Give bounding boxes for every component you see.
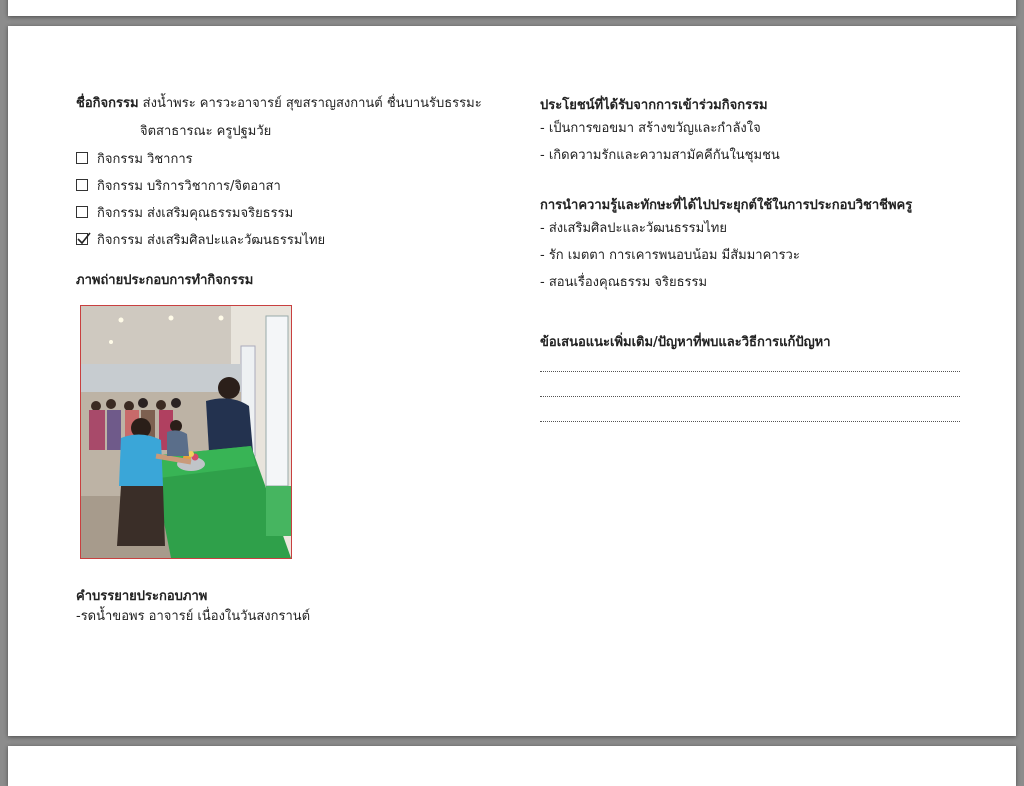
- next-page-edge: [8, 746, 1016, 786]
- checklist-item-ethics[interactable]: [76, 202, 496, 222]
- document-page: [8, 26, 1016, 736]
- application-item: - รัก เมตตา การเคารพนอบน้อม มีสัมมาคารวะ: [540, 248, 800, 263]
- caption-title: คำบรรยายประกอบภาพ: [76, 589, 208, 604]
- checkbox-checked-icon[interactable]: [76, 233, 88, 245]
- suggestion-dotted-line[interactable]: [540, 397, 960, 422]
- checklist-item-label: กิจกรรม ส่งเสริมศิลปะและวัฒนธรรมไทย: [97, 232, 326, 248]
- caption-text: -รดน้ำขอพร อาจารย์ เนื่องในวันสงกรานต์: [76, 609, 311, 624]
- suggestions-title: ข้อเสนอแนะเพิ่มเติม/ปัญหาที่พบและวิธีการแก้ปัญหา: [540, 335, 831, 350]
- right-column: [540, 96, 965, 422]
- checklist-item-label: กิจกรรม วิชาการ: [97, 151, 193, 167]
- previous-page-edge: [8, 0, 1016, 16]
- checklist-item-label: กิจกรรม บริการวิชาการ/จิตอาสา: [97, 178, 281, 194]
- activity-name-line2: จิตสาธารณะ ครูปฐมวัย: [140, 124, 272, 139]
- checkbox-empty-icon[interactable]: [76, 152, 88, 164]
- checklist-item-label: กิจกรรม ส่งเสริมคุณธรรมจริยธรรม: [97, 205, 294, 221]
- checkbox-empty-icon[interactable]: [76, 179, 88, 191]
- benefit-item: - เป็นการขอขมา สร้างขวัญและกำลังใจ: [540, 121, 761, 136]
- activity-name-line1: ส่งน้ำพระ คารวะอาจารย์ สุขสราญสงกานต์ ชื่นบานรับธรรมะ: [142, 96, 482, 111]
- benefits-title: ประโยชน์ที่ได้รับจากการเข้าร่วมกิจกรรม: [540, 98, 768, 113]
- benefit-item: - เกิดความรักและความสามัคคีกันในชุมชน: [540, 148, 780, 163]
- activity-photo: [80, 305, 292, 559]
- suggestion-dotted-line[interactable]: [540, 372, 960, 397]
- application-item: - ส่งเสริมศิลปะและวัฒนธรรมไทย: [540, 221, 727, 236]
- activity-type-checklist: [76, 148, 496, 249]
- checkbox-empty-icon[interactable]: [76, 206, 88, 218]
- activity-label: ชื่อกิจกรรม: [76, 96, 139, 111]
- checklist-item-culture[interactable]: [76, 229, 496, 249]
- checklist-item-service[interactable]: [76, 175, 496, 195]
- suggestion-dotted-line[interactable]: [540, 353, 960, 372]
- activity-name: [76, 94, 496, 114]
- left-column: [76, 94, 496, 627]
- photo-section-title: ภาพถ่ายประกอบการทำกิจกรรม: [76, 273, 254, 288]
- application-item: - สอนเรื่องคุณธรรม จริยธรรม: [540, 275, 708, 290]
- checklist-item-academic[interactable]: [76, 148, 496, 168]
- application-title: การนำความรู้และทักษะที่ได้ไปประยุกต์ใช้ในการประกอบวิชาชีพครู: [540, 198, 913, 213]
